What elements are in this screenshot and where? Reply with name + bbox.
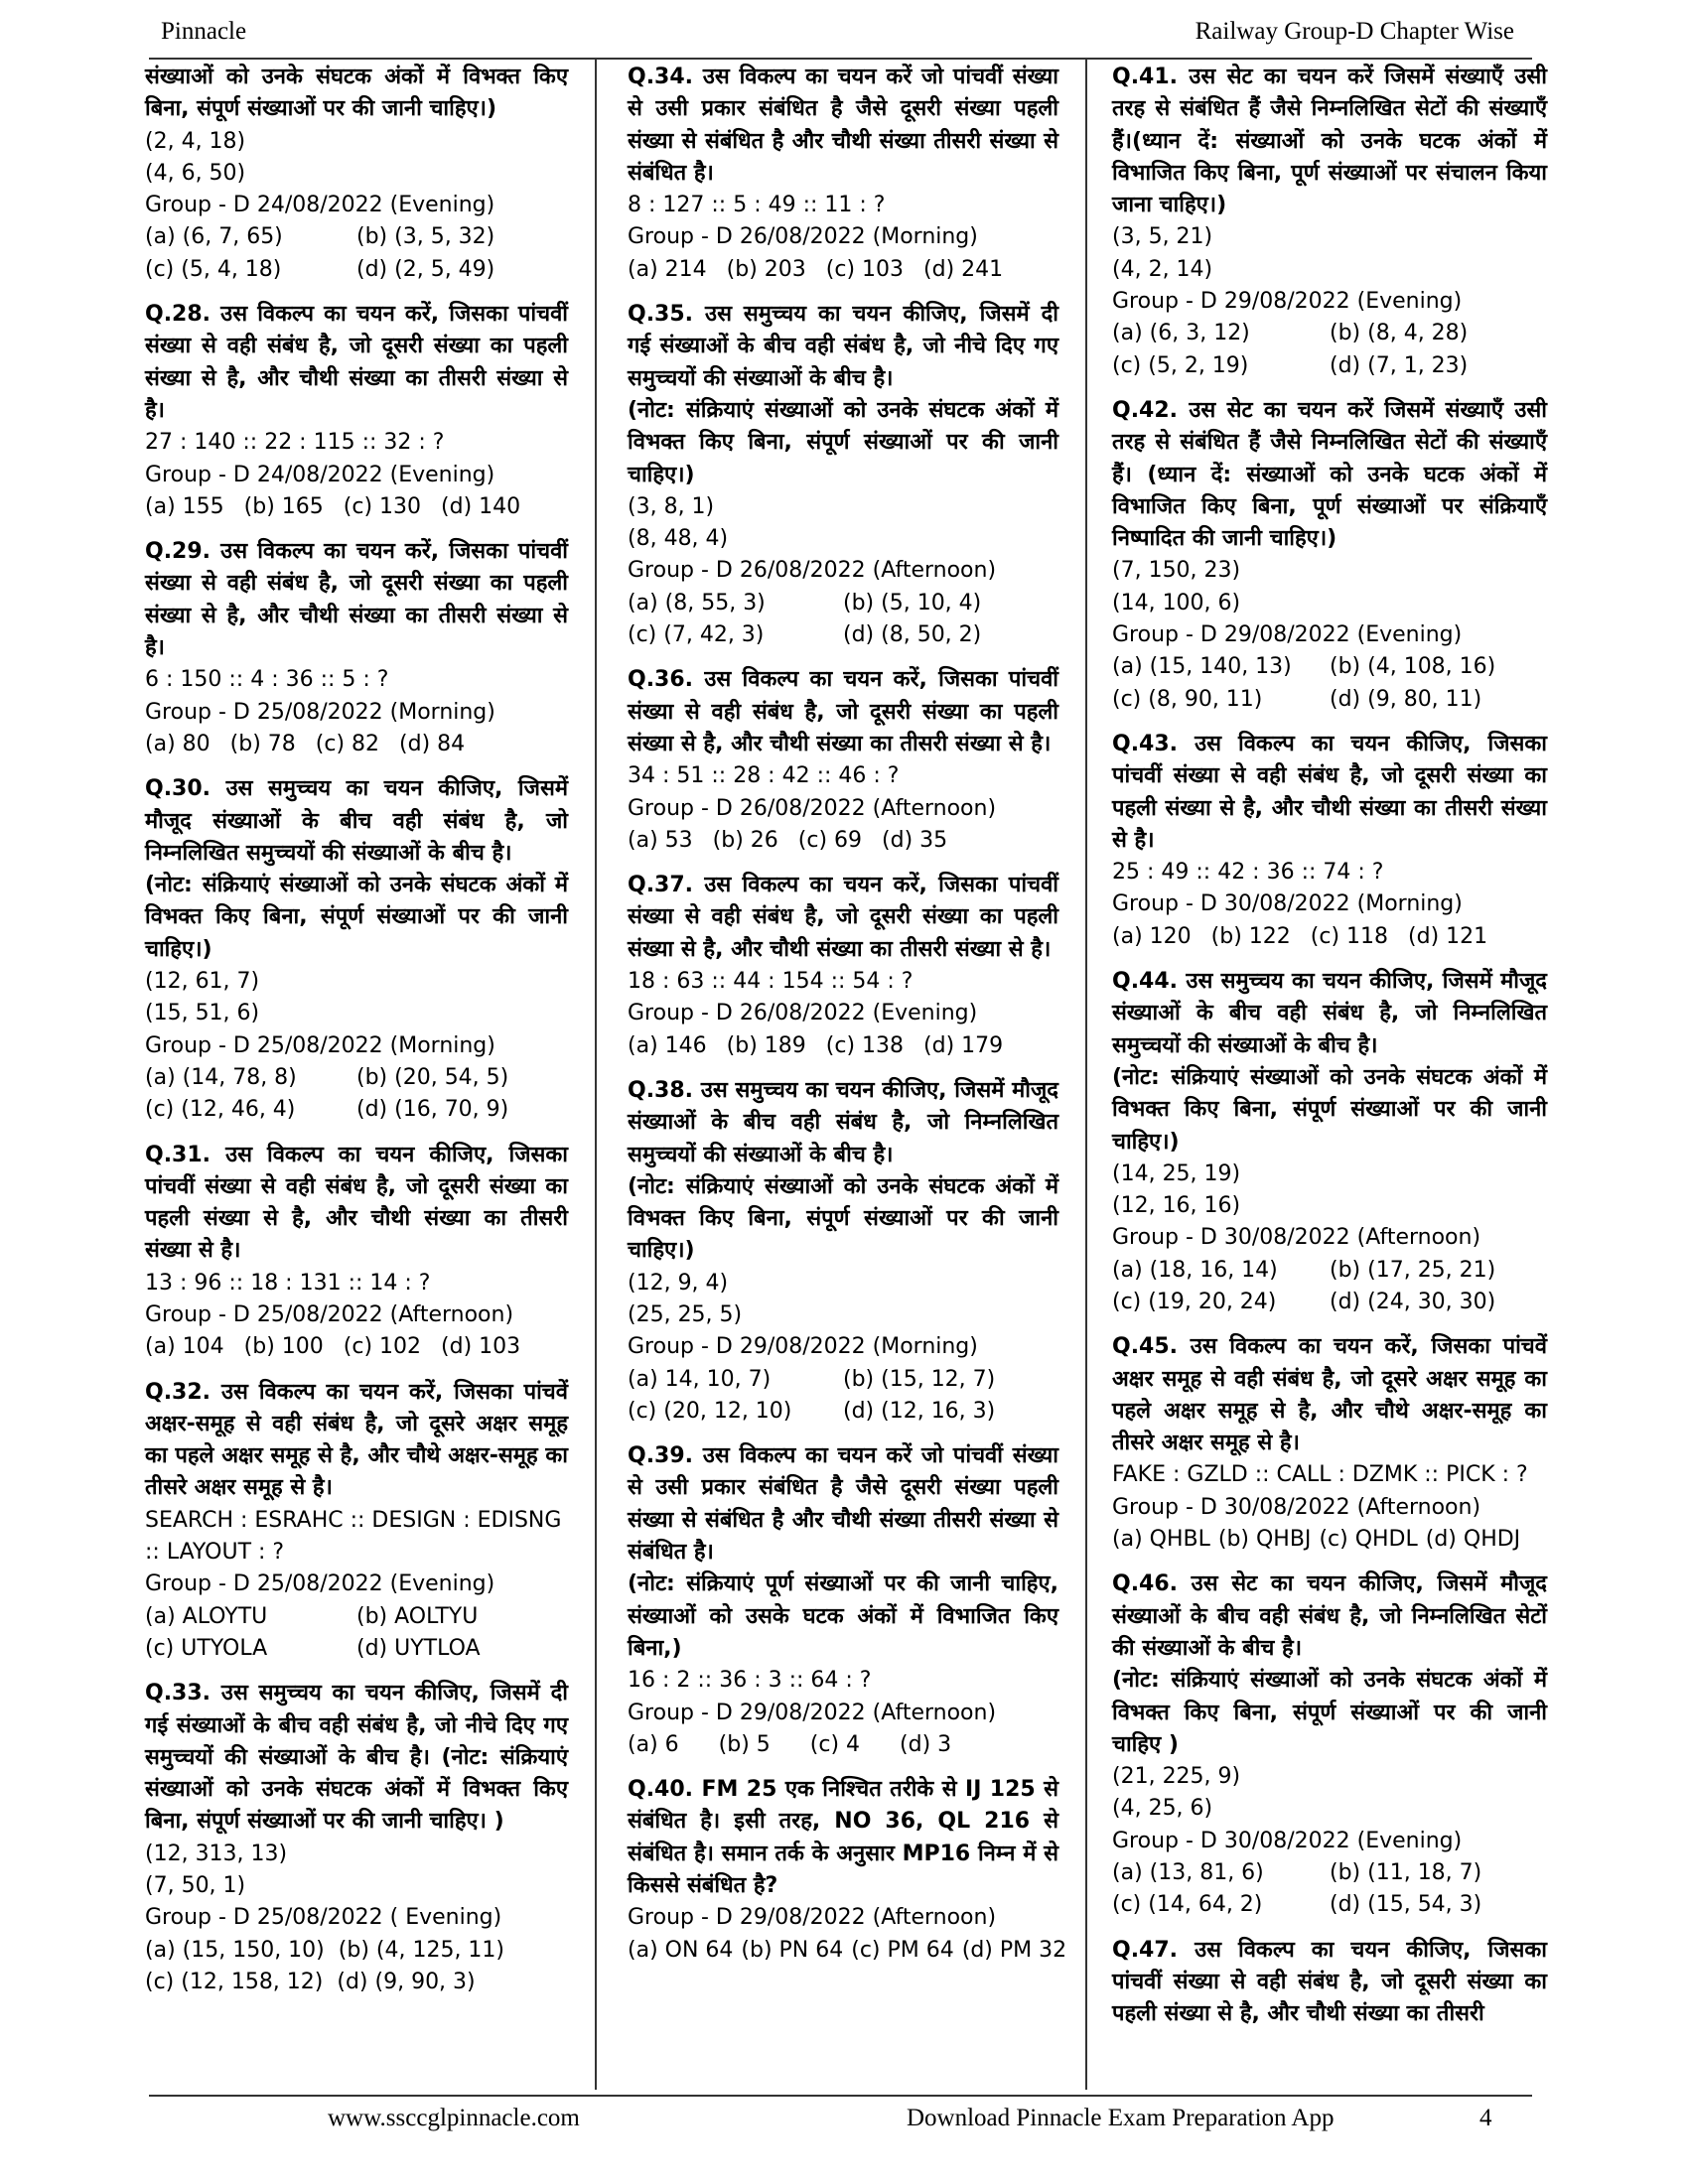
option-d: (d) (9, 80, 11) [1330,686,1482,712]
option-c: (c) (14, 64, 2) [1112,1892,1263,1918]
option-d: (d) (16, 70, 9) [356,1097,509,1123]
option-d: (d) 241 [923,256,1004,282]
number-sequence: 27 : 140 :: 22 : 115 :: 32 : ? [145,430,445,456]
options-row [628,254,1058,286]
question-29 [145,536,568,760]
options-row [1112,651,1547,683]
question-text: Q.47. उस विकल्प का चयन कीजिए, जिसका पांचवीं संख्या से वही संबंध है, जो दूसरी संख्या का पहली संख्या से है, और चौथी संख्या का तीसरी [1112,1937,1547,2027]
question-28 [145,299,568,523]
number-set: (14, 25, 19) [1112,1160,1241,1186]
question-number: Q.39. [628,1443,694,1469]
option-b: (b) (20, 54, 5) [356,1064,509,1090]
question-43 [1112,729,1547,953]
exam-source: Group - D 30/08/2022 (Afternoon) [1112,1225,1481,1251]
options-row [145,1094,568,1126]
exam-source: Group - D 26/08/2022 (Morning) [628,224,978,250]
option-d: (d) (12, 16, 3) [843,1398,996,1424]
question-note: (नोट: संक्रियाएं संख्याओं को उनके संघटक अंकों में विभक्त किए बिना, संपूर्ण संख्याओं पर की जानी चाहिए।) [628,1173,1058,1264]
question-30 [145,773,568,1126]
exam-source: Group - D 24/08/2022 (Evening) [145,462,495,487]
question-number: Q.36. [628,667,694,693]
option-d: (d) 103 [441,1334,521,1360]
question-text: Q.31. उस विकल्प का चयन कीजिए, जिसका पांचवीं संख्या से वही संबंध है, जो दूसरी संख्या का पहली संख्या से है, और चौथी संख्या का तीसरी संख्या से है। [145,1142,568,1264]
number-sequence: 13 : 96 :: 18 : 131 :: 14 : ? [145,1270,431,1296]
option-b: (b) 78 [229,731,296,756]
options-row [628,1935,1067,1967]
option-a: (a) 6 [628,1731,679,1757]
column-2 [628,62,1067,1967]
number-set: (8, 48, 4) [628,526,729,552]
question-number: Q.43. [1112,731,1179,756]
option-b: (b) PN 64 [741,1937,844,1963]
option-b: (b) 100 [243,1334,324,1360]
exam-source: Group - D 29/08/2022 (Afternoon) [628,1905,997,1931]
question-text: Q.36. उस विकल्प का चयन करें, जिसका पांचवीं संख्या से वही संबंध है, जो दूसरी संख्या का पहली संख्या से है, और चौथी संख्या का तीसरी संख्या से है। [628,667,1058,756]
option-d: (d) (15, 54, 3) [1330,1892,1482,1918]
option-a: (a) 155 [145,493,224,519]
options-row [145,1935,568,1967]
options-row [145,1331,568,1363]
option-c: (c) 102 [343,1334,422,1360]
option-d: (d) (24, 30, 30) [1330,1289,1496,1314]
option-b: (b) (5, 10, 4) [843,590,982,615]
question-text: संख्याओं को उनके संघटक अंकों में विभक्त किए बिना, संपूर्ण संख्याओं पर की जानी चाहिए।) [145,65,568,122]
exam-source: Group - D 25/08/2022 (Morning) [145,1032,495,1058]
exam-source: Group - D 29/08/2022 (Morning) [628,1334,978,1360]
option-c: (c) 82 [315,731,380,756]
option-c: (c) (19, 20, 24) [1112,1289,1277,1314]
question-47 [1112,1935,1547,2031]
question-42 [1112,395,1547,716]
options-row [145,1967,568,1998]
question-40 [628,1774,1067,1967]
option-a: (a) 80 [145,731,211,756]
exam-source: Group - D 25/08/2022 ( Evening) [145,1905,502,1931]
option-b: (b) (15, 12, 7) [843,1366,996,1392]
exam-source: Group - D 30/08/2022 (Afternoon) [1112,1494,1481,1520]
option-a: (a) 120 [1112,923,1192,949]
option-a: (a) 104 [145,1334,224,1360]
question-number: Q.46. [1112,1571,1179,1597]
question-text: Q.41. उस सेट का चयन करें जिसमें संख्याएँ उसी तरह से संबंधित हैं जैसे निम्नलिखित सेटों की संख्याएँ हैं।(ध्यान दें: संख्याओं को उनके घटक अंकों में विभाजित किए बिना, पूर्ण संख्याओं पर संचालन किया जाना चाहिए।) [1112,65,1547,218]
question-number: Q.47. [1112,1937,1179,1963]
question-text: Q.39. उस विकल्प का चयन करें जो पांचवीं संख्या से उसी प्रकार संबंधित है जैसे दूसरी संख्या पहली संख्या से संबंधित है और चौथी संख्या तीसरी संख्या से संबंधित है। [628,1443,1058,1566]
option-d: (d) PM 32 [961,1937,1067,1963]
number-set: (2, 4, 18) [145,128,246,154]
options-row [1112,684,1547,716]
question-37 [628,870,1058,1062]
option-a: (a) QHBL [1112,1527,1210,1553]
option-b: (b) 203 [726,256,806,282]
options-row [145,1633,568,1665]
option-d: (d) (9, 90, 3) [337,1969,476,1994]
question-number: Q.42. [1112,397,1179,423]
question-note: (नोट: संक्रियाएं संख्याओं को उनके संघटक अंकों में विभक्त किए बिना, संपूर्ण संख्याओं पर की जानी चाहिए ) [1112,1668,1547,1757]
question-39 [628,1440,1058,1761]
question-number: Q.35. [628,302,694,328]
option-b: (b) 5 [718,1731,771,1757]
question-41 [1112,62,1547,382]
question-text: Q.35. उस समुच्चय का चयन कीजिए, जिसमें दी गई संख्याओं के बीच वही संबंध है, जो नीचे दिए गए समुच्चयों की संख्याओं के बीच है। [628,302,1058,391]
exam-source: Group - D 25/08/2022 (Evening) [145,1571,495,1597]
question-text: Q.37. उस विकल्प का चयन करें, जिसका पांचवीं संख्या से वही संबंध है, जो दूसरी संख्या का पहली संख्या से है, और चौथी संख्या का तीसरी संख्या से है। [628,873,1058,962]
option-d: (d) 84 [399,731,466,756]
exam-source: Group - D 29/08/2022 (Evening) [1112,622,1463,648]
option-b: (b) (8, 4, 28) [1330,321,1469,346]
question-number: Q.34. [628,65,694,89]
option-a: (a) ALOYTU [145,1603,268,1629]
header-title: Railway Group-D Chapter Wise [1195,18,1514,45]
option-d: (d) 179 [923,1032,1004,1058]
number-set: (12, 61, 7) [145,969,260,995]
question-number: Q.44. [1112,969,1179,995]
option-a: (a) (6, 3, 12) [1112,321,1250,346]
number-set: (7, 50, 1) [145,1873,246,1899]
option-b: (b) 189 [726,1032,806,1058]
number-set: (12, 9, 4) [628,1270,729,1296]
options-row [628,588,1058,619]
options-row [145,254,568,286]
options-row [1112,318,1547,349]
question-33 [145,1678,568,1998]
number-sequence: 25 : 49 :: 42 : 36 :: 74 : ? [1112,860,1384,886]
option-c: (c) 4 [809,1731,861,1757]
number-sequence: 34 : 51 :: 28 : 42 :: 46 : ? [628,763,900,789]
header-rule [149,58,1532,60]
option-b: (b) QHBJ [1217,1527,1312,1553]
options-row [1112,1889,1547,1921]
question-36 [628,664,1058,857]
letter-sequence: FAKE : GZLD :: CALL : DZMK :: PICK : ? [1112,1462,1528,1488]
exam-source: Group - D 30/08/2022 (Evening) [1112,1828,1463,1853]
options-row [145,1062,568,1094]
number-set: (4, 6, 50) [145,160,246,186]
option-a: (a) (15, 150, 10) [145,1937,325,1963]
option-d: (d) UYTLOA [356,1635,481,1661]
question-number: Q.28. [145,302,211,328]
question-text: Q.46. उस सेट का चयन कीजिए, जिसमें मौजूद संख्याओं के बीच वही संबंध है, जो निम्नलिखित सेटों की संख्याओं के बीच है। [1112,1571,1547,1661]
option-c: (c) 138 [825,1032,905,1058]
exam-source: Group - D 29/08/2022 (Evening) [1112,289,1463,315]
number-set: (15, 51, 6) [145,1001,260,1026]
footer-rule [149,2095,1532,2097]
number-set: (7, 150, 23) [1112,558,1241,584]
option-c: (c) PM 64 [851,1937,954,1963]
header-brand: Pinnacle [161,18,247,45]
options-row [1112,350,1547,382]
number-sequence: 8 : 127 :: 5 : 49 :: 11 : ? [628,193,886,218]
options-row [1112,1287,1547,1318]
option-a: (a) (8, 55, 3) [628,590,766,615]
question-32 [145,1377,568,1666]
option-c: (c) UTYOLA [145,1635,268,1661]
options-row [628,1396,1058,1428]
options-row [1112,1255,1547,1287]
question-number: Q.40. [628,1777,694,1803]
exam-source: Group - D 26/08/2022 (Afternoon) [628,795,997,821]
question-46 [1112,1569,1547,1921]
option-b: (b) 122 [1210,923,1291,949]
option-b: (b) (4, 108, 16) [1330,654,1496,680]
option-b: (b) AOLTYU [356,1603,479,1629]
question-text: Q.29. उस विकल्प का चयन करें, जिसका पांचवीं संख्या से वही संबंध है, जो दूसरी संख्या का पहली संख्या से है, और चौथी संख्या का तीसरी संख्या से है। [145,539,568,661]
number-set: (4, 2, 14) [1112,256,1213,282]
options-row [628,1364,1058,1396]
question-text: Q.32. उस विकल्प का चयन करें, जिसका पांचवें अक्षर-समूह से वही संबंध है, जो दूसरे अक्षर समूह का पहले अक्षर समूह से है, और चौथे अक्षर-समूह का तीसरे अक्षर समूह से है। [145,1379,568,1501]
question-note: (नोट: संक्रियाएं संख्याओं को उनके संघटक अंकों में विभक्त किए बिना, संपूर्ण संख्याओं पर की जानी चाहिए।) [1112,1064,1547,1155]
exam-source: Group - D 25/08/2022 (Morning) [145,699,495,725]
question-text: Q.30. उस समुच्चय का चयन कीजिए, जिसमें मौजूद संख्याओं के बीच वही संबंध है, जो निम्नलिखित समुच्चयों की संख्याओं के बीच है। [145,776,568,866]
options-row [628,1030,1058,1062]
options-row [145,729,568,760]
question-text: Q.43. उस विकल्प का चयन कीजिए, जिसका पांचवीं संख्या से वही संबंध है, जो दूसरी संख्या का पहली संख्या से है, और चौथी संख्या का तीसरी संख्या से है। [1112,731,1547,853]
footer-app-promo: Download Pinnacle Exam Preparation App [907,2105,1335,2131]
option-b: (b) (11, 18, 7) [1330,1860,1482,1886]
column-1 [145,62,568,1998]
question-number: Q.37. [628,873,694,898]
column-divider-1 [595,60,597,2090]
option-a: (a) 14, 10, 7) [628,1366,772,1392]
question-44 [1112,966,1547,1318]
option-b: (b) (17, 25, 21) [1330,1257,1496,1283]
question-number: Q.30. [145,776,211,802]
option-c: (c) 130 [343,493,422,519]
option-c: (c) QHDL [1319,1527,1418,1553]
options-row [1112,1857,1547,1889]
number-set: (25, 25, 5) [628,1301,743,1327]
question-text: Q.45. उस विकल्प का चयन करें, जिसका पांचवें अक्षर समूह से वही संबंध है, जो दूसरे अक्षर समूह का पहले अक्षर समूह से है, और चौथे अक्षर-समूह का तीसरे अक्षर समूह से है। [1112,1334,1547,1456]
option-c: (c) 103 [825,256,905,282]
number-sequence: 18 : 63 :: 44 : 154 :: 54 : ? [628,969,914,995]
option-b: (b) (3, 5, 32) [356,224,495,250]
number-sequence: 16 : 2 :: 36 : 3 :: 64 : ? [628,1668,872,1694]
option-c: (c) (7, 42, 3) [628,622,765,648]
exam-source: Group - D 26/08/2022 (Evening) [628,1001,978,1026]
question-text: Q.28. उस विकल्प का चयन करें, जिसका पांचवीं संख्या से वही संबंध है, जो दूसरी संख्या का पहली संख्या से है, और चौथी संख्या का तीसरी संख्या से है। [145,302,568,423]
question-text: Q.42. उस सेट का चयन करें जिसमें संख्याएँ उसी तरह से संबंधित हैं जैसे निम्नलिखित सेटों की संख्याएँ हैं। (ध्यान दें: संख्याओं को उनके घटक अंकों में विभाजित किए बिना, पूर्ण संख्याओं पर संक्रियाएँ निष्पादित की जानी चाहिए।) [1112,397,1547,552]
question-number: Q.38. [628,1077,694,1103]
option-c: (c) 69 [797,827,863,853]
question-number: Q.33. [145,1681,211,1706]
number-set: (12, 313, 13) [145,1841,288,1866]
exam-source: Group - D 24/08/2022 (Evening) [145,193,495,218]
question-text: Q.40. FM 25 एक निश्चित तरीके से IJ 125 से संबंधित है। इसी तरह, NO 36, QL 216 से संबंधित है। समान तर्क के अनुसार MP16 निम्न में से किससे संबंधित है? [628,1777,1058,1899]
footer-website-link[interactable]: www.ssccglpinnacle.com [328,2105,580,2131]
number-set: (4, 25, 6) [1112,1796,1213,1822]
option-c: (c) 118 [1310,923,1389,949]
options-row [145,221,568,253]
question-text: Q.34. उस विकल्प का चयन करें जो पांचवीं संख्या से उसी प्रकार संबंधित है जैसे दूसरी संख्या पहली संख्या से संबंधित है और चौथी संख्या तीसरी संख्या से संबंधित है। [628,65,1058,186]
exam-source: Group - D 25/08/2022 (Afternoon) [145,1301,514,1327]
question-note: (नोट: संक्रियाएं पूर्ण संख्याओं पर की जानी चाहिए, संख्याओं को उसके घटक अंकों में विभाजित किए बिना,) [628,1571,1058,1661]
option-a: (a) (13, 81, 6) [1112,1860,1264,1886]
number-sequence: 6 : 150 :: 4 : 36 :: 5 : ? [145,667,389,693]
page-number: 4 [1479,2105,1492,2131]
question-27-continuation [145,62,568,286]
option-a: (a) (6, 7, 65) [145,224,283,250]
option-d: (d) 3 [900,1731,952,1757]
option-d: (d) 121 [1408,923,1488,949]
number-set: (14, 100, 6) [1112,590,1241,615]
option-c: (c) (12, 158, 12) [145,1969,324,1994]
question-31 [145,1140,568,1364]
exam-source: Group - D 30/08/2022 (Morning) [1112,891,1463,917]
option-a: (a) 146 [628,1032,707,1058]
question-number: Q.31. [145,1142,211,1167]
options-row [145,491,568,523]
option-d: (d) 140 [441,493,521,519]
number-set: (21, 225, 9) [1112,1764,1241,1790]
options-row [628,825,1058,857]
option-d: (d) QHDJ [1425,1527,1521,1553]
option-d: (d) (8, 50, 2) [843,622,982,648]
exam-source: Group - D 29/08/2022 (Afternoon) [628,1700,997,1725]
options-row [628,1729,1058,1761]
exam-source: Group - D 26/08/2022 (Afternoon) [628,558,997,584]
option-c: (c) (5, 4, 18) [145,256,282,282]
option-d: (d) 35 [882,827,948,853]
question-note: (नोट: संक्रियाएं संख्याओं को उनके संघटक अंकों में विभक्त किए बिना, संपूर्ण संख्याओं पर की जानी चाहिए।) [628,397,1058,487]
option-b: (b) (4, 125, 11) [338,1937,505,1963]
options-row [1112,1524,1547,1556]
option-b: (b) 165 [243,493,324,519]
question-number: Q.45. [1112,1334,1179,1360]
letter-sequence: SEARCH : ESRAHC :: DESIGN : EDISNG :: LAYOUT : ? [145,1507,562,1566]
option-c: (c) (20, 12, 10) [628,1398,792,1424]
option-a: (a) 53 [628,827,693,853]
option-a: (a) (18, 16, 14) [1112,1257,1278,1283]
number-set: (3, 8, 1) [628,493,715,519]
option-b: (b) 26 [712,827,778,853]
option-a: (a) 214 [628,256,707,282]
column-divider-2 [1085,60,1087,2090]
option-d: (d) (7, 1, 23) [1330,352,1469,378]
options-row [1112,921,1547,953]
question-35 [628,299,1058,651]
question-34 [628,62,1058,286]
question-text: Q.33. उस समुच्चय का चयन कीजिए, जिसमें दी गई संख्याओं के बीच वही संबंध है, जो नीचे दिए गए समुच्चयों की संख्याओं के बीच है। (नोट: संक्रियाएं संख्याओं को उनके संघटक अंकों में विभक्त किए बिना, संपूर्ण संख्याओं पर की जानी चाहिए। ) [145,1681,568,1835]
option-c: (c) (8, 90, 11) [1112,686,1263,712]
question-number: Q.29. [145,539,211,565]
number-set: (12, 16, 16) [1112,1193,1241,1219]
options-row [628,619,1058,651]
column-3 [1112,62,1547,2031]
question-text: Q.44. उस समुच्चय का चयन कीजिए, जिसमें मौजूद संख्याओं के बीच वही संबंध है, जो निम्नलिखित समुच्चयों की संख्याओं के बीच है। [1112,969,1547,1058]
question-note: (नोट: संक्रियाएं संख्याओं को उनके संघटक अंकों में विभक्त किए बिना, संपूर्ण संख्याओं पर की जानी चाहिए।) [145,873,568,962]
options-row [145,1601,568,1633]
option-d: (d) (2, 5, 49) [356,256,495,282]
number-set: (3, 5, 21) [1112,224,1213,250]
option-c: (c) (12, 46, 4) [145,1097,296,1123]
question-text: Q.38. उस समुच्चय का चयन कीजिए, जिसमें मौजूद संख्याओं के बीच वही संबंध है, जो निम्नलिखित समुच्चयों की संख्याओं के बीच है। [628,1077,1058,1167]
option-a: (a) (15, 140, 13) [1112,654,1292,680]
option-c: (c) (5, 2, 19) [1112,352,1249,378]
option-a: (a) (14, 78, 8) [145,1064,297,1090]
question-number: Q.41. [1112,65,1179,89]
option-a: (a) ON 64 [628,1937,734,1963]
question-45 [1112,1331,1547,1556]
question-38 [628,1075,1058,1428]
question-number: Q.32. [145,1379,211,1405]
